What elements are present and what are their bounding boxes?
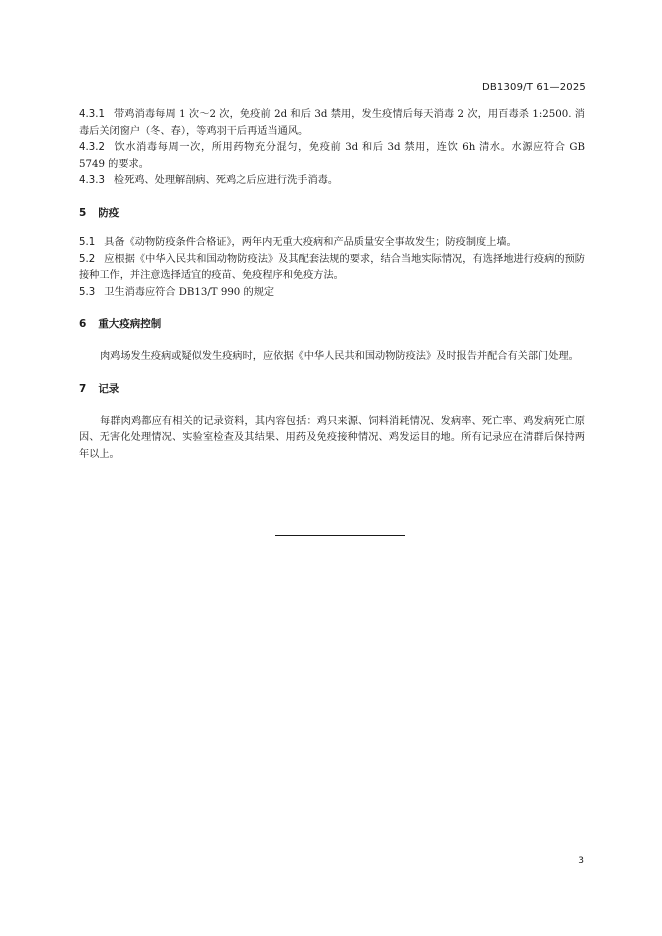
clause-text: 饮水消毒每周一次，所用药物充分混匀，免疫前 3d 和后 3d 禁用，连饮 6h 清水。水源应符合 GB 5749 的要求。 xyxy=(79,142,585,170)
clause-5-3 xyxy=(79,285,585,302)
section-heading-5 xyxy=(79,205,585,222)
section-number: 7 xyxy=(79,383,87,395)
page-number: 3 xyxy=(578,856,584,866)
clause-4-3-2 xyxy=(79,140,585,173)
clause-text: 检死鸡、处理解剖病、死鸡之后应进行洗手消毒。 xyxy=(113,175,339,186)
clause-number: 4.3.2 xyxy=(79,142,105,153)
clause-4-3-3 xyxy=(79,173,585,190)
end-of-document-rule xyxy=(275,535,405,536)
section-title: 记录 xyxy=(98,383,120,395)
clause-number: 4.3.1 xyxy=(79,109,105,120)
section-title: 防疫 xyxy=(98,206,120,219)
section-number: 6 xyxy=(79,318,87,330)
clause-text: 带鸡消毒每周 1 次～2 次，免疫前 2d 和后 3d 禁用，发生疫情后每天消毒 2 次，用百毒杀 1:2500. 消毒后关闭窗户（冬、春），等鸡羽干后再适当通风。 xyxy=(79,109,585,137)
section-heading-7 xyxy=(79,381,585,398)
clause-text: 应根据《中华入民共和国动物防疫法》及其配套法规的要求，结合当地实际情况，有选择地进行疫病的预防接种工作，并注意选择适宜的疫苗、免疫程序和免疫方法。 xyxy=(79,253,585,281)
section-heading-6 xyxy=(79,316,585,333)
clause-4-3-1 xyxy=(79,107,585,140)
clause-number: 5.1 xyxy=(79,237,96,248)
section-title: 重大疫病控制 xyxy=(98,318,162,330)
clause-5-1 xyxy=(79,235,585,252)
clause-text: 具备《动物防疫条件合格证》，两年内无重大疫病和产品质量安全事故发生；防疫制度上墙。 xyxy=(104,237,517,248)
clause-number: 4.3.3 xyxy=(79,175,105,186)
document-body xyxy=(79,107,585,463)
clause-number: 5.2 xyxy=(79,253,96,265)
section-number: 5 xyxy=(79,206,87,219)
section-7-paragraph: 每群肉鸡都应有相关的记录资料，其内容包括：鸡只来源、饲料消耗情况、发病率、死亡率、鸡发病死亡原因、无害化处理情况、实验室检查及其结果、用药及免疫接种情况、鸡发运目的地。所有记录应在清群后保持两年以上。 xyxy=(79,415,585,460)
document-code: DB1309/T 61—2025 xyxy=(481,82,586,93)
clause-number: 5.3 xyxy=(79,286,96,298)
clause-5-2 xyxy=(79,252,585,285)
section-6-paragraph: 肉鸡场发生疫病或疑似发生疫病时，应依据《中华人民共和国动物防疫法》及时报告并配合有关部门处理。 xyxy=(100,350,579,362)
clause-text: 卫生消毒应符合 DB13/T 990 的规定 xyxy=(104,286,275,298)
